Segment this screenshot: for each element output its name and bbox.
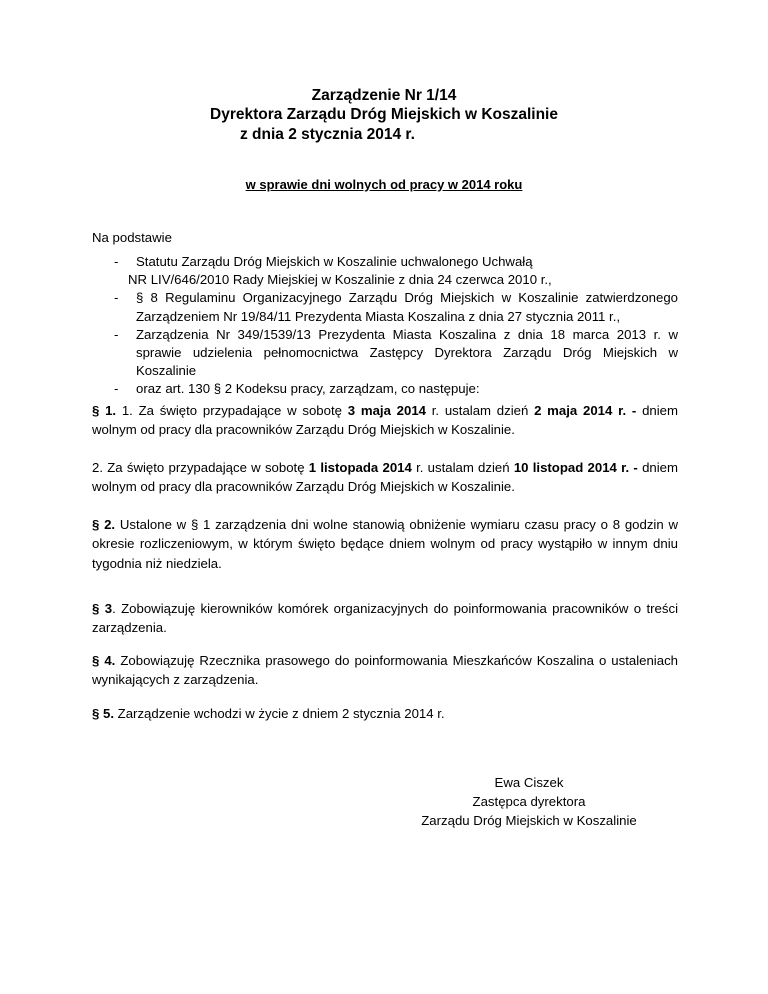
paragraph-text: 1. Za święto przypadające w sobotę (116, 403, 348, 418)
list-item-text: Zarządzenia Nr 349/1539/13 Prezydenta Miasta Koszalina z dnia 18 marca 2013 r. w sprawie udzielenia pełnomocnictwa Zastępcy Dyrektora Zarządu Dróg Miejskich w Koszalinie (136, 326, 678, 379)
paragraph-2 (92, 515, 678, 573)
signatory-name: Ewa Ciszek (494, 775, 564, 790)
list-item-text: Statutu Zarządu Dróg Miejskich w Koszalinie uchwalonego Uchwałą (136, 254, 533, 269)
list-dash: - (114, 290, 119, 306)
list-item (92, 253, 678, 289)
list-item-text-continued: NR LIV/646/2010 Rady Miejskiej w Koszalinie z dnia 24 czerwca 2010 r., (128, 272, 552, 288)
section-mark: § 3 (92, 601, 113, 616)
section-mark: § 1. (92, 403, 117, 418)
section-mark: § 4. (92, 653, 116, 668)
paragraph-5 (92, 704, 678, 723)
list-dash: - (114, 326, 119, 342)
paragraph-4 (92, 651, 678, 690)
document-subject: w sprawie dni wolnych od pracy w 2014 roku (245, 177, 523, 192)
list-item-text: § 8 Regulaminu Organizacyjnego Zarządu Dróg Miejskich w Koszalinie zatwierdzonego Zarządzeniem Nr 19/84/11 Prezydenta Miasta Koszalina z dnia 27 stycznia 2011 r., (136, 290, 678, 324)
paragraph-text: . Zobowiązuję kierowników komórek organizacyjnych do poinformowania pracowników o treści zarządzenia. (92, 601, 678, 636)
list-item (92, 326, 678, 381)
list-item (92, 380, 678, 398)
signature-block (370, 773, 688, 831)
date-emphasis: 10 listopad 2014 r. - (513, 460, 638, 475)
date-emphasis: 2 maja 2014 r. - (534, 403, 637, 418)
paragraph-1-point-2 (92, 458, 678, 497)
date-emphasis: 1 listopada 2014 (308, 460, 412, 475)
document-title-issuer: Dyrektora Zarządu Dróg Miejskich w Koszalinie (210, 106, 558, 123)
section-mark: § 2. (92, 517, 116, 532)
paragraph-text: dniem wolnym od pracy dla pracowników Zarządu Dróg Miejskich w Koszalinie. (92, 460, 678, 495)
section-mark: § 5. (92, 706, 114, 721)
paragraph-text: Zarządzenie wchodzi w życie z dniem 2 stycznia 2014 r. (114, 706, 445, 721)
paragraph-text: r. ustalam dzień (426, 403, 535, 418)
paragraph-text: 2. Za święto przypadające w sobotę (92, 460, 309, 475)
list-item-text: oraz art. 130 § 2 Kodeksu pracy, zarządzam, co następuje: (136, 381, 480, 397)
legal-basis-intro: Na podstawie (92, 230, 172, 245)
list-dash: - (114, 254, 119, 269)
document-title-date: z dnia 2 stycznia 2014 r. (240, 126, 415, 143)
paragraph-text: r. ustalam dzień (411, 460, 514, 475)
signatory-role: Zastępca dyrektora (472, 794, 586, 810)
list-dash: - (114, 381, 119, 397)
paragraph-text: Ustalone w § 1 zarządzenia dni wolne stanowią obniżenie wymiaru czasu pracy o 8 godzin w okresie rozliczeniowym, w którym święto będące dniem wolnym od pracy wystąpiło w innym dniu tygodnia niż niedziela. (92, 517, 678, 571)
paragraph-text: dniem wolnym od pracy dla pracowników Zarządu Dróg Miejskich w Koszalinie. (92, 403, 678, 438)
paragraph-text: Zobowiązuję Rzecznika prasowego do poinformowania Mieszkańców Koszalina o ustaleniach wynikających z zarządzenia. (92, 653, 679, 688)
paragraph-3 (92, 599, 678, 638)
legal-basis-list (92, 253, 678, 399)
document-title-number: Zarządzenie Nr 1/14 (311, 87, 457, 104)
signatory-organization: Zarządu Dróg Miejskich w Koszalinie (421, 813, 637, 829)
paragraph-1 (92, 401, 678, 440)
list-item (92, 289, 678, 325)
date-emphasis: 3 maja 2014 (347, 403, 426, 418)
